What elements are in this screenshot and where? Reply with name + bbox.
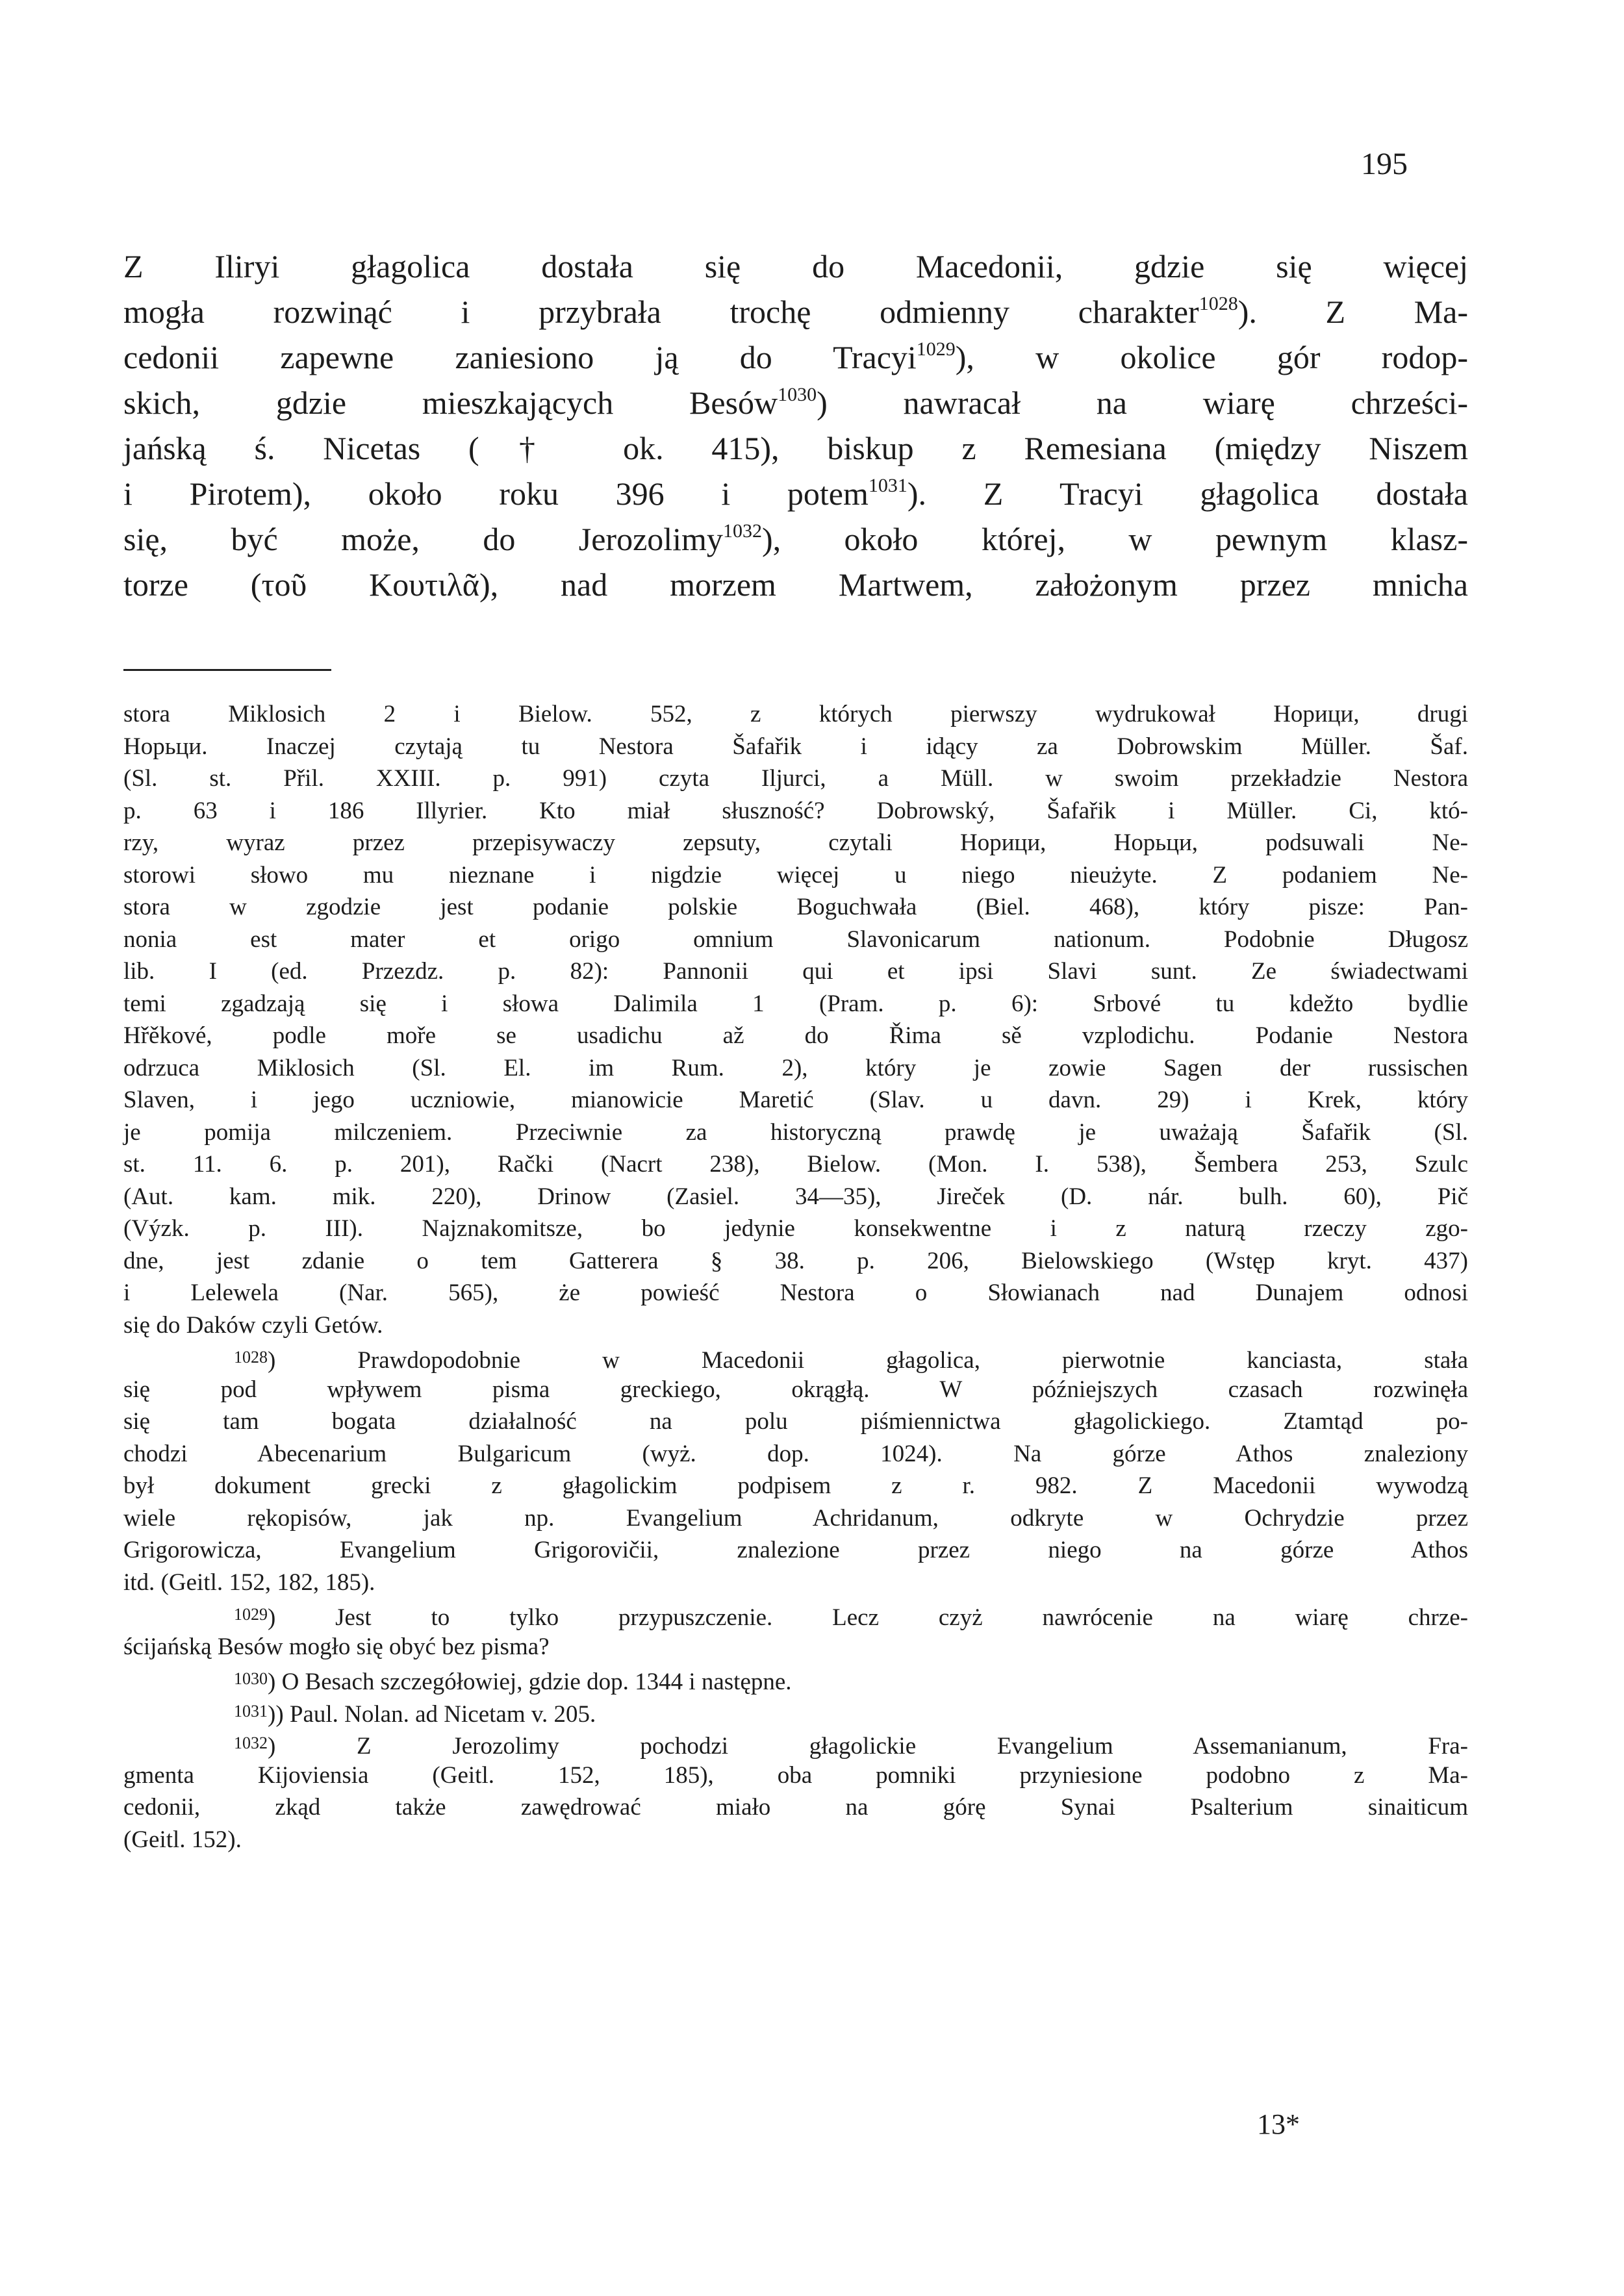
footnote-line <box>123 1631 1468 1663</box>
text-run: Норьци. Inaczej czytają tu Nestora Šafařik i idący za Dobrowskim Müller. Šaf. <box>123 733 1468 760</box>
body-line <box>123 244 1468 289</box>
footnote-line <box>123 698 1468 731</box>
footnote-line <box>123 1824 1468 1856</box>
footnote-line <box>123 827 1468 859</box>
text-run: był dokument grecki z głagolickim podpisem z r. 982. Z Macedonii wywodzą <box>123 1472 1468 1499</box>
text-run: (Aut. kam. mik. 220), Drinow (Zasiel. 34—35), Jireček (D. nár. bulh. 60), Pič <box>123 1183 1468 1210</box>
footnote-ref: 1028 <box>1199 293 1238 314</box>
text-run: (Výzk. p. III). Najznakomitsze, bo jedynie konsekwentne i z naturą rzeczy zgo- <box>123 1215 1468 1242</box>
footnote-line <box>123 1791 1468 1824</box>
body-line <box>123 334 1468 380</box>
text-run: cedonii zapewne zaniesiono ją do Tracyi <box>123 339 917 375</box>
footnote-number: 1028 <box>234 1348 268 1367</box>
text-run: Z Iliryi głagolica dostała się do Macedonii, gdzie się więcej <box>123 248 1468 284</box>
footnote-line <box>123 1245 1468 1278</box>
text-run: skich, gdzie mieszkających Besów <box>123 385 778 421</box>
text-run: ). Z Tracyi głagolica dostała <box>907 475 1468 512</box>
footnote-line <box>123 1374 1468 1406</box>
text-run: się pod wpływem pisma greckiego, okrągłą. W późniejszych czasach rozwinęła <box>123 1376 1468 1403</box>
text-run: Grigorowicza, Evangelium Grigorovičii, znalezione przez niego na górze Athos <box>123 1537 1468 1563</box>
sheet-signature: 13* <box>1257 2108 1300 2140</box>
text-run: ścijańską Besów mogło się obyć bez pisma? <box>123 1633 550 1660</box>
footnote-line <box>123 891 1468 924</box>
footnote-line <box>123 1760 1468 1792</box>
text-run: odrzuca Miklosich (Sl. El. im Rum. 2), który je zowie Sagen der russischen <box>123 1054 1468 1081</box>
footnote-line <box>123 1567 1468 1599</box>
body-line <box>123 562 1468 607</box>
text-run: ) O Besach szczegółowiej, gdzie dop. 1344 i następne. <box>268 1669 792 1695</box>
footnote-line <box>123 988 1468 1020</box>
footnote-line <box>123 763 1468 795</box>
text-run: lib. I (ed. Przezdz. p. 82): Pannonii qui et ipsi Slavi sunt. Ze świadectwami <box>123 958 1468 985</box>
text-run: mogła rozwinąć i przybrała trochę odmienny charakter <box>123 294 1199 330</box>
text-run: ), w okolice gór rodop- <box>955 339 1468 375</box>
text-run: dne, jest zdanie o tem Gatterera § 38. p. 206, Bielowskiego (Wstęp kryt. 437) <box>123 1247 1468 1274</box>
body-line <box>123 471 1468 516</box>
text-run: chodzi Abecenarium Bulgaricum (wyż. dop. 1024). Na górze Athos znaleziony <box>123 1440 1468 1467</box>
footnote-number: 1032 <box>234 1734 268 1752</box>
main-text <box>123 244 1468 607</box>
footnote-line <box>123 1470 1468 1502</box>
text-run: wiele rękopisów, jak np. Evangelium Achridanum, odkryte w Ochrydzie przez <box>123 1504 1468 1532</box>
page-number: 195 <box>1361 147 1408 181</box>
text-run: ) nawracał na wiarę chrześci- <box>817 385 1469 421</box>
text-run: ) Z Jerozolimy pochodzi głagolickie Evangelium Assemanianum, Fra- <box>268 1733 1468 1760</box>
text-run: się tam bogata działalność na polu piśmiennictwa głagolickiego. Ztamtąd po- <box>123 1408 1468 1435</box>
text-run: p. 63 i 186 Illyrier. Kto miał słuszność? Dobrowský, Šafařik i Müller. Ci, któ- <box>123 797 1468 824</box>
text-run: )) Paul. Nolan. ad Nicetam v. 205. <box>268 1700 596 1728</box>
footnote-ref: 1029 <box>916 338 956 360</box>
footnote-line <box>123 1020 1468 1052</box>
footnote-line <box>123 1406 1468 1438</box>
footnote-line <box>123 1663 1468 1695</box>
footnote-line <box>123 1213 1468 1245</box>
footnote-ref: 1031 <box>868 475 907 496</box>
footnote-line <box>123 1341 1468 1374</box>
footnote-line <box>123 1438 1468 1470</box>
footnote-line <box>123 1052 1468 1085</box>
body-line <box>123 516 1468 562</box>
footnote-line <box>123 1116 1468 1149</box>
body-line <box>123 380 1468 425</box>
footnote-line <box>123 1148 1468 1181</box>
text-run: itd. (Geitl. 152, 182, 185). <box>123 1569 375 1596</box>
footnote-line <box>123 1277 1468 1309</box>
text-run: Hřěkové, podle moře se usadichu až do Řima sě vzplodichu. Podanie Nestora <box>123 1022 1468 1049</box>
footnote-number: 1029 <box>234 1605 268 1624</box>
text-run: Slaven, i jego uczniowie, mianowicie Maretić (Slav. u davn. 29) i Krek, który <box>123 1087 1468 1113</box>
text-run: nonia est mater et origo omnium Slavonicarum nationum. Podobnie Długosz <box>123 926 1468 953</box>
footnote-line <box>123 1598 1468 1631</box>
footnote-line <box>123 859 1468 892</box>
footnote-line <box>123 955 1468 988</box>
footnote-line <box>123 795 1468 827</box>
text-run: st. 11. 6. p. 201), Rački (Nacrt 238), Bielow. (Mon. I. 538), Šembera 253, Szulc <box>123 1151 1468 1178</box>
text-run: gmenta Kijoviensia (Geitl. 152, 185), oba pomniki przyniesione podobno z Ma- <box>123 1761 1468 1789</box>
text-run: się, być może, do Jerozolimy <box>123 521 723 557</box>
footnote-ref: 1030 <box>778 384 817 405</box>
footnote-ref: 1032 <box>722 520 762 542</box>
text-run: cedonii, zkąd także zawędrować miało na górę Synai Psalterium sinaiticum <box>123 1794 1468 1821</box>
footnote-line <box>123 731 1468 763</box>
footnote-line <box>123 1695 1468 1728</box>
footnote-line <box>123 1309 1468 1342</box>
text-run: rzy, wyraz przez przepisywaczy zepsuty, czytali Норици, Норьци, podsuwali Ne- <box>123 829 1468 856</box>
footnote-line <box>123 924 1468 956</box>
text-run: torze (τοῦ Κουτιλᾶ), nad morzem Martwem, założonym przez mnicha <box>123 566 1468 603</box>
footnote-divider <box>123 669 331 671</box>
footnotes <box>123 698 1468 1856</box>
footnote-number: 1030 <box>234 1669 268 1688</box>
text-run: (Sl. st. Přil. XXIII. p. 991) czyta Iljurci, a Müll. w swoim przekładzie Nestora <box>123 765 1468 792</box>
text-run: ). Z Ma- <box>1237 294 1468 330</box>
footnote-line <box>123 1084 1468 1116</box>
text-run: się do Daków czyli Getów. <box>123 1311 383 1339</box>
text-run: ) Prawdopodobnie w Macedonii głagolica, pierwotnie kanciasta, stała <box>268 1347 1468 1374</box>
body-line <box>123 425 1468 471</box>
footnote-number: 1031 <box>234 1701 268 1721</box>
text-run: (Geitl. 152). <box>123 1826 242 1853</box>
footnote-line <box>123 1502 1468 1535</box>
text-run: je pomija milczeniem. Przeciwnie za historyczną prawdę je uważają Šafařik (Sl. <box>123 1118 1468 1146</box>
text-run: ), około której, w pewnym klasz- <box>761 521 1468 557</box>
footnote-line <box>123 1727 1468 1760</box>
text-run: ) Jest to tylko przypuszczenie. Lecz czyż nawrócenie na wiarę chrze- <box>268 1604 1468 1631</box>
footnote-line <box>123 1181 1468 1213</box>
text-run: jańską ś. Nicetas († ok. 415), biskup z Remesiana (między Niszem <box>123 430 1468 466</box>
footnote-line <box>123 1534 1468 1567</box>
body-line <box>123 289 1468 334</box>
text-run: storowi słowo mu nieznane i nigdzie więcej u niego nieużyte. Z podaniem Ne- <box>123 861 1468 889</box>
text-run: temi zgadzają się i słowa Dalimila 1 (Pram. p. 6): Srbové tu kdežto bydlie <box>123 990 1468 1017</box>
text-run: i Pirotem), około roku 396 i potem <box>123 475 869 512</box>
text-run: stora w zgodzie jest podanie polskie Boguchwała (Biel. 468), który pisze: Pan- <box>123 894 1468 920</box>
text-run: i Lelewela (Nar. 565), że powieść Nestora o Słowianach nad Dunajem odnosi <box>123 1280 1468 1306</box>
text-run: stora Miklosich 2 i Bielow. 552, z których pierwszy wydrukował Норици, drugi <box>123 701 1468 727</box>
